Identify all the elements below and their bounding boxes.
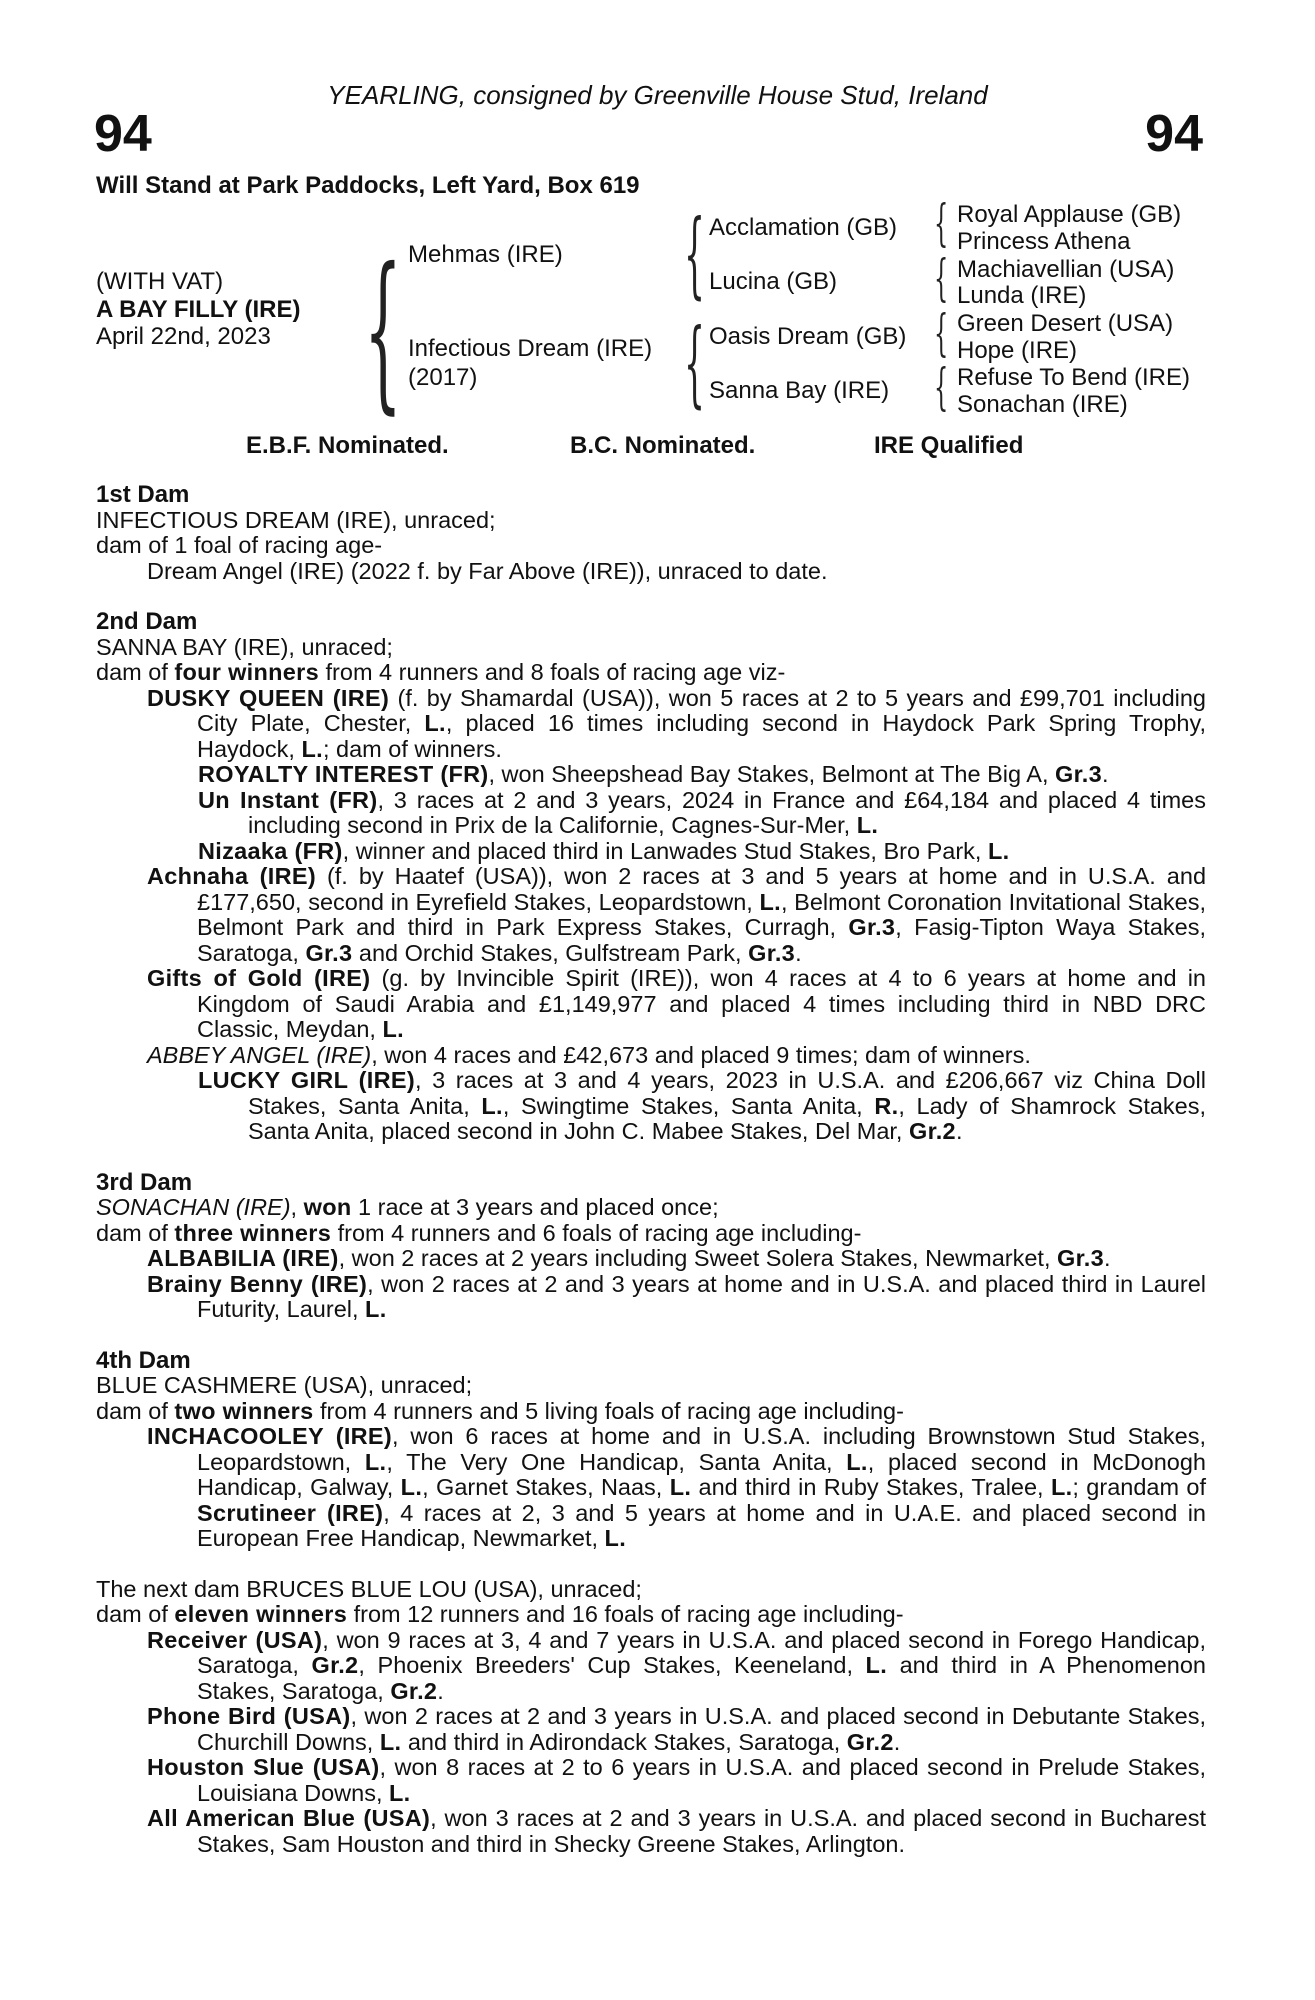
subject-foaled: April 22nd, 2023 [96, 323, 271, 350]
consignment-line: YEARLING, consigned by Greenville House Stud, Ireland [327, 80, 988, 110]
fourth-dam-intro: BLUE CASHMERE (USA), unraced; [96, 1372, 473, 1398]
brace-gen3-2: { [934, 249, 949, 307]
brace-subject: { [364, 232, 402, 430]
subject-vat: (WITH VAT) [96, 268, 224, 295]
second-dam-entry-achnaha: Achnaha (IRE) (f. by Haatef (USA)), won 2 races at 3 and 5 years at home and in U.S.A. and £177,650, second in Eyrefield Stakes, Leopardstown, L., Belmont Coronation Invitational Stakes, Belmont Park and third in Park Express Stakes, Curragh, Gr.3, Fasig-Tipton Waya Stakes, Saratoga, Gr.3 and Orchid Stakes, Gulfstream Park, Gr.3. [147, 863, 1207, 966]
pedigree-dd-dam: Sonachan (IRE) [957, 391, 1128, 418]
pedigree-sd-sire: Machiavellian (USA) [957, 256, 1175, 283]
nomination-ire: IRE Qualified [874, 432, 1024, 459]
first-dam-heading: 1st Dam [96, 481, 190, 508]
brace-gen3-4: { [934, 358, 949, 416]
second-dam-intro: SANNA BAY (IRE), unraced; [96, 633, 393, 660]
pedigree-dd-sire: Refuse To Bend (IRE) [957, 364, 1191, 391]
brace-gen3-1: { [934, 194, 949, 252]
pedigree-sire-sire: Acclamation (GB) [709, 214, 898, 241]
lot-number-left: 94 [94, 105, 152, 163]
fourth-dam-entry-inchacooley: INCHACOOLEY (IRE), won 6 races at home and in U.S.A. including Brownstown Stud Stakes, Leopardstown, L., The Very One Handicap, Santa Anita, L., placed second in McDonogh Handicap, Galway, L., Garnet Stakes, Naas, L. and third in Ruby Stakes, Tralee, L.; grandam of Scrutineer (IRE), 4 races at 2, 3 and 5 years at home and in U.A.E. and placed second in European Free Handicap, Newmarket, L. [147, 1423, 1207, 1551]
brace-gen3-3: { [934, 304, 949, 362]
second-dam-entry-nizaaka: Nizaaka (FR), winner and placed third in Lanwades Stud Stakes, Bro Park, L. [198, 837, 1010, 864]
pedigree-sire: Mehmas (IRE) [408, 241, 563, 268]
pedigree-dam-dam: Sanna Bay (IRE) [709, 377, 890, 404]
second-dam-entry-un-instant: Un Instant (FR), 3 races at 2 and 3 years, 2024 in France and £64,184 and placed 4 times including second in Prix de la Californie, Cagnes-Sur-Mer, L. [198, 786, 1207, 838]
third-dam-dam-of: dam of three winners from 4 runners and 6 foals of racing age including- [96, 1219, 862, 1246]
third-dam-intro: SONACHAN (IRE), won 1 race at 3 years and placed once; [96, 1194, 719, 1220]
brace-sire: { [684, 200, 705, 309]
third-dam-entry-brainy-benny: Brainy Benny (IRE), won 2 races at 2 and 3 years at home and in U.S.A. and placed third in Laurel Futurity, Laurel, L. [147, 1270, 1206, 1322]
second-dam-entry-lucky-girl: LUCKY GIRL (IRE), 3 races at 3 and 4 years, 2023 in U.S.A. and £206,667 viz China Doll Stakes, Santa Anita, L., Swingtime Stakes, Santa Anita, R., Lady of Shamrock Stakes, Santa Anita, placed second in John C. Mabee Stakes, Del Mar, Gr.2. [198, 1067, 1207, 1144]
nomination-bc: B.C. Nominated. [570, 432, 756, 459]
lot-number-right: 94 [1145, 105, 1203, 163]
next-dam-entry-all-american-blue: All American Blue (USA), won 3 races at 2 and 3 years in U.S.A. and placed second in Bucharest Stakes, Sam Houston and third in Shecky Greene Stakes, Arlington. [147, 1805, 1206, 1857]
brace-dam: { [684, 309, 705, 418]
subject-name: A BAY FILLY (IRE) [96, 296, 301, 323]
fourth-dam-heading: 4th Dam [96, 1346, 191, 1374]
pedigree-ds-dam: Hope (IRE) [957, 337, 1078, 364]
fourth-dam-dam-of: dam of two winners from 4 runners and 5 living foals of racing age including- [96, 1397, 904, 1424]
next-dam-entry-phone-bird: Phone Bird (USA), won 2 races at 2 and 3 years in U.S.A. and placed second in Debutante Stakes, Churchill Downs, L. and third in Adirondack Stakes, Saratoga, Gr.2. [147, 1703, 1206, 1755]
first-dam-dam-of: dam of 1 foal of racing age- [96, 532, 383, 558]
pedigree-sd-dam: Lunda (IRE) [957, 282, 1087, 309]
pedigree-sire-dam: Lucina (GB) [709, 268, 838, 295]
location-line: Will Stand at Park Paddocks, Left Yard, Box 619 [96, 172, 640, 199]
pedigree-ds-sire: Green Desert (USA) [957, 310, 1174, 337]
first-dam-foal: Dream Angel (IRE) (2022 f. by Far Above (IRE)), unraced to date. [147, 557, 828, 584]
catalogue-body [96, 482, 1206, 1857]
pedigree-dam-sire: Oasis Dream (GB) [709, 323, 907, 350]
second-dam-heading: 2nd Dam [96, 608, 198, 635]
pedigree-dam-year: (2017) [408, 364, 478, 391]
second-dam-entry-royalty-interest: ROYALTY INTEREST (FR), won Sheepshead Bay Stakes, Belmont at The Big A, Gr.3. [198, 761, 1109, 787]
second-dam-dam-of: dam of four winners from 4 runners and 8 foals of racing age viz- [96, 659, 786, 685]
pedigree-dam: Infectious Dream (IRE) [408, 335, 653, 362]
third-dam-entry-albabilia: ALBABILIA (IRE), won 2 races at 2 years including Sweet Solera Stakes, Newmarket, Gr.3. [147, 1245, 1111, 1271]
nomination-ebf: E.B.F. Nominated. [246, 432, 449, 459]
next-dam-entry-receiver: Receiver (USA), won 9 races at 3, 4 and 7 years in U.S.A. and placed second in Forego Handicap, Saratoga, Gr.2, Phoenix Breeders' Cup Stakes, Keeneland, L. and third in A Phenomenon Stakes, Saratoga, Gr.2. [147, 1626, 1206, 1704]
second-dam-entry-abbey-angel: ABBEY ANGEL (IRE), won 4 races and £42,673 and placed 9 times; dam of winners. [147, 1041, 1031, 1068]
first-dam-intro: INFECTIOUS DREAM (IRE), unraced; [96, 506, 496, 533]
second-dam-entry-dusky-queen: DUSKY QUEEN (IRE) (f. by Shamardal (USA)), won 5 races at 2 to 5 years and £99,701 including City Plate, Chester, L., placed 16 times including second in Haydock Park Spring Trophy, Haydock, L.; dam of winners. [147, 684, 1207, 762]
third-dam-heading: 3rd Dam [96, 1168, 193, 1196]
pedigree-ss-dam: Princess Athena [957, 228, 1131, 255]
next-dam-dam-of: dam of eleven winners from 12 runners and 16 foals of racing age including- [96, 1601, 904, 1627]
second-dam-entry-gifts-of-gold: Gifts of Gold (IRE) (g. by Invincible Spirit (IRE)), won 4 races at 4 to 6 years at home and in Kingdom of Saudi Arabia and £1,149,977 and placed 4 times including third in NBD DRC Classic, Meydan, L. [147, 965, 1206, 1042]
next-dam-intro: The next dam BRUCES BLUE LOU (USA), unraced; [96, 1575, 642, 1602]
pedigree-ss-sire: Royal Applause (GB) [957, 201, 1182, 228]
next-dam-entry-houston-slue: Houston Slue (USA), won 8 races at 2 to 6 years in U.S.A. and placed second in Prelude Stakes, Louisiana Downs, L. [147, 1754, 1206, 1806]
